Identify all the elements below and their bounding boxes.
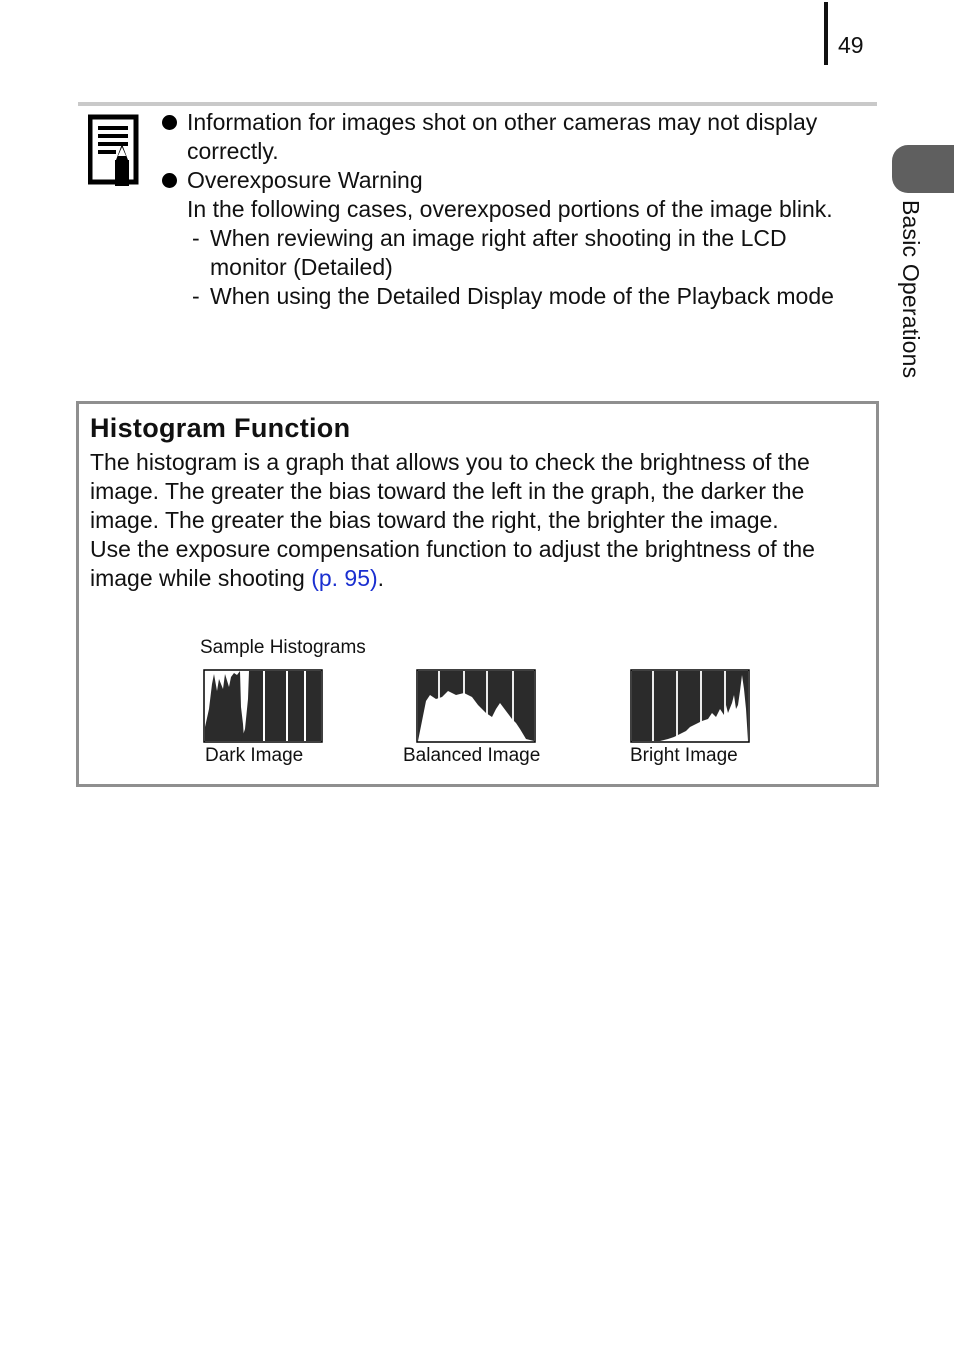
histogram-info-box	[76, 401, 879, 787]
page-number-bar	[824, 2, 828, 65]
section-tab-label: Basic Operations	[898, 200, 924, 379]
box-body	[90, 448, 865, 593]
top-rule	[78, 102, 877, 106]
paragraph-end: .	[377, 565, 385, 591]
histogram-caption: Sample Histograms	[200, 637, 366, 658]
dash-marker: -	[192, 225, 200, 251]
memo-pencil-icon	[88, 114, 142, 188]
note-item	[162, 166, 862, 224]
page-reference-link[interactable]: (p. 95)	[311, 565, 378, 591]
dash-marker: -	[192, 283, 200, 309]
bright-image-label: Bright Image	[630, 745, 738, 766]
bright-histogram-image	[630, 669, 750, 743]
note-text: Information for images shot on other cameras may not display correctly.	[187, 109, 818, 164]
paragraph-text: Use the exposure compensation function to adjust the brightness of the image while shooting	[90, 536, 815, 591]
note-title: Overexposure Warning	[187, 167, 423, 193]
dark-image-label: Dark Image	[205, 745, 304, 766]
box-paragraph	[90, 535, 865, 593]
balanced-histogram-image	[416, 669, 536, 743]
note-text: In the following cases, overexposed portions of the image blink.	[187, 196, 833, 222]
note-subitem	[162, 224, 862, 282]
bullet-dot	[162, 115, 177, 130]
note-subitem	[162, 282, 862, 311]
note-list	[162, 108, 862, 311]
dark-histogram-image	[203, 669, 323, 743]
subitem-text: When using the Detailed Display mode of the Playback mode	[210, 283, 834, 309]
subitem-text: When reviewing an image right after shooting in the LCD monitor (Detailed)	[210, 225, 787, 280]
box-paragraph: The histogram is a graph that allows you to check the brightness of the image. The greater the bias toward the left in the graph, the darker the image. The greater the bias toward the right, the brighter the image.	[90, 449, 810, 533]
bullet-dot	[162, 173, 177, 188]
section-tab	[892, 145, 954, 193]
box-title: Histogram Function	[90, 413, 351, 443]
page-number: 49	[838, 32, 864, 58]
balanced-image-label: Balanced Image	[403, 745, 541, 766]
note-item	[162, 108, 862, 166]
